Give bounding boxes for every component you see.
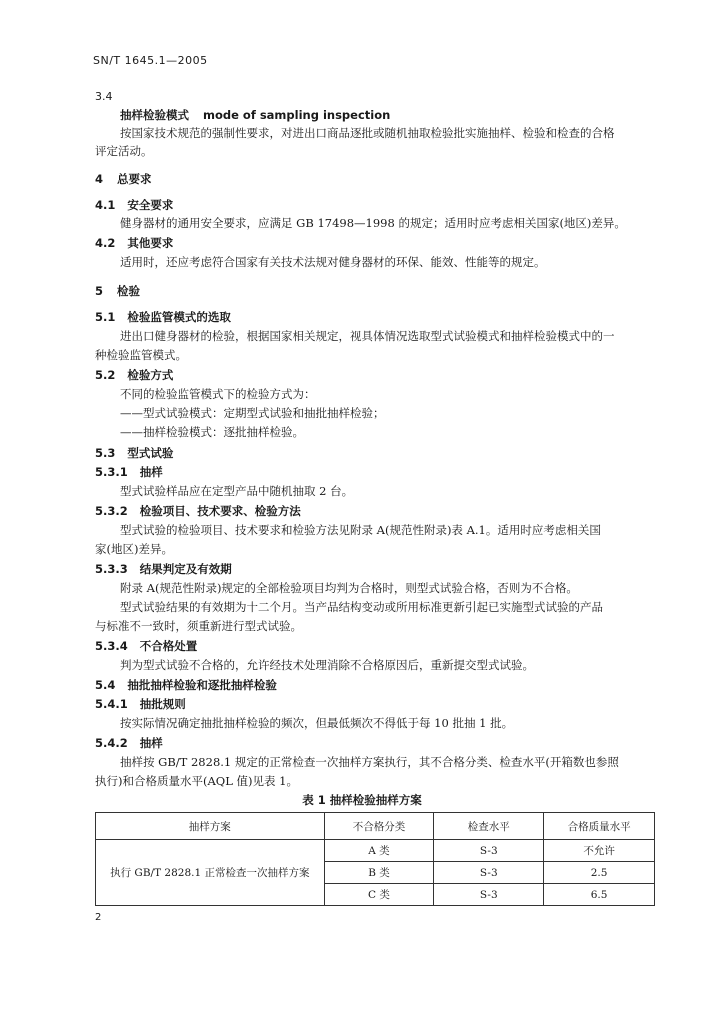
clause-number: 5.3.3 xyxy=(95,562,128,576)
clause-number: 5.4.2 xyxy=(95,736,128,750)
clause-heading xyxy=(95,368,173,382)
paragraph: 附录 A(规范性附录)规定的全部检验项目均判为合格时，则型式试验合格，否则为不合格。 xyxy=(120,581,578,595)
paragraph: 家(地区)差异。 xyxy=(95,542,173,556)
section-title: 检验 xyxy=(117,284,141,298)
table-cell: C 类 xyxy=(324,884,434,906)
clause-number: 5.3.1 xyxy=(95,465,128,479)
table-cell: 不允许 xyxy=(544,840,655,862)
clause-number: 4.2 xyxy=(95,236,116,250)
term-english: mode of sampling inspection xyxy=(203,108,391,122)
clause-number: 5.3 xyxy=(95,446,116,460)
section-title: 总要求 xyxy=(117,172,152,186)
paragraph: 种检验监管模式。 xyxy=(95,348,187,362)
clause-number: 5.3.4 xyxy=(95,639,128,653)
clause-title: 抽批规则 xyxy=(139,697,186,711)
table-cell: A 类 xyxy=(324,840,434,862)
table-row xyxy=(96,840,655,862)
paragraph: 执行)和合格质量水平(AQL 值)见表 1。 xyxy=(95,774,298,788)
clause-heading xyxy=(95,236,173,250)
paragraph: 不同的检验监管模式下的检验方式为： xyxy=(120,387,316,401)
term-chinese: 抽样检验模式 xyxy=(120,108,189,122)
clause-title: 检验方式 xyxy=(127,368,174,382)
table-header-cell: 合格质量水平 xyxy=(544,813,655,840)
clause-number: 4.1 xyxy=(95,198,116,212)
clause-title: 抽样 xyxy=(139,465,163,479)
table-cell: 6.5 xyxy=(544,884,655,906)
paragraph: 型式试验结果的有效期为十二个月。当产品结构变动或所用标准更新引起已实施型式试验的产品 xyxy=(120,600,603,614)
clause-heading xyxy=(95,310,231,324)
paragraph: 进出口健身器材的检验，根据国家相关规定，视具体情况选取型式试验模式和抽样检验模式中的一 xyxy=(120,329,615,343)
paragraph: 抽样按 GB/T 2828.1 规定的正常检查一次抽样方案执行，其不合格分类、检查水平(开箱数也参照 xyxy=(120,755,619,769)
list-item: ——抽样检验模式：逐批抽样检验。 xyxy=(120,425,304,439)
clause-heading xyxy=(95,736,163,750)
clause-heading xyxy=(95,678,277,692)
table-cell: S-3 xyxy=(434,884,544,906)
paragraph: 判为型式试验不合格的，允许经技术处理消除不合格原因后，重新提交型式试验。 xyxy=(120,658,534,672)
clause-title: 结果判定及有效期 xyxy=(139,562,232,576)
clause-title: 抽样 xyxy=(139,736,163,750)
paragraph: 健身器材的通用安全要求，应满足 GB 17498—1998 的规定；适用时应考虑相关国家(地区)差异。 xyxy=(120,216,626,230)
paragraph: 评定活动。 xyxy=(95,144,153,158)
clause-heading xyxy=(95,697,186,711)
section-number: 4 xyxy=(95,172,104,186)
table-cell: 2.5 xyxy=(544,862,655,884)
clause-number: 3.4 xyxy=(95,90,113,103)
table-cell: S-3 xyxy=(434,862,544,884)
sampling-plan-table xyxy=(95,812,655,906)
clause-title: 安全要求 xyxy=(127,198,174,212)
table-header-row xyxy=(96,813,655,840)
paragraph: 按国家技术规范的强制性要求，对进出口商品逐批或随机抽取检验批实施抽样、检验和检查的合格 xyxy=(120,126,615,140)
clause-heading xyxy=(95,562,232,576)
paragraph: 按实际情况确定抽批抽样检验的频次，但最低频次不得低于每 10 批抽 1 批。 xyxy=(120,716,514,730)
table-header-cell: 抽样方案 xyxy=(96,813,325,840)
table-cell: S-3 xyxy=(434,840,544,862)
table-header-cell: 不合格分类 xyxy=(324,813,434,840)
term-heading xyxy=(120,108,390,122)
list-item: ——型式试验模式：定期型式试验和抽批抽样检验； xyxy=(120,406,385,420)
clause-heading xyxy=(95,639,197,653)
clause-title: 其他要求 xyxy=(127,236,174,250)
clause-number: 5.3.2 xyxy=(95,504,128,518)
paragraph: 与标准不一致时，须重新进行型式试验。 xyxy=(95,619,302,633)
paragraph: 型式试验样品应在定型产品中随机抽取 2 台。 xyxy=(120,484,354,498)
clause-heading xyxy=(95,465,163,479)
clause-title: 不合格处置 xyxy=(139,639,198,653)
clause-title: 检验项目、技术要求、检验方法 xyxy=(139,504,301,518)
page-number: 2 xyxy=(95,912,102,923)
clause-heading xyxy=(95,198,173,212)
clause-title: 型式试验 xyxy=(127,446,174,460)
paragraph: 型式试验的检验项目、技术要求和检验方法见附录 A(规范性附录)表 A.1。适用时应考虑相关国 xyxy=(120,523,601,537)
clause-heading xyxy=(95,504,301,518)
document-header: SN/T 1645.1—2005 xyxy=(93,54,208,67)
table-header-cell: 检查水平 xyxy=(434,813,544,840)
section-heading xyxy=(95,284,140,298)
clause-heading xyxy=(95,446,173,460)
clause-number: 5.4.1 xyxy=(95,697,128,711)
clause-title: 抽批抽样检验和逐批抽样检验 xyxy=(127,678,277,692)
clause-number: 5.1 xyxy=(95,310,116,324)
clause-number: 5.4 xyxy=(95,678,116,692)
clause-number: 5.2 xyxy=(95,368,116,382)
section-number: 5 xyxy=(95,284,104,298)
table-caption: 表 1 抽样检验抽样方案 xyxy=(302,793,422,807)
clause-title: 检验监管模式的选取 xyxy=(127,310,231,324)
table-cell-plan: 执行 GB/T 2828.1 正常检查一次抽样方案 xyxy=(96,840,325,906)
section-heading xyxy=(95,172,152,186)
table-cell: B 类 xyxy=(324,862,434,884)
paragraph: 适用时，还应考虑符合国家有关技术法规对健身器材的环保、能效、性能等的规定。 xyxy=(120,255,546,269)
